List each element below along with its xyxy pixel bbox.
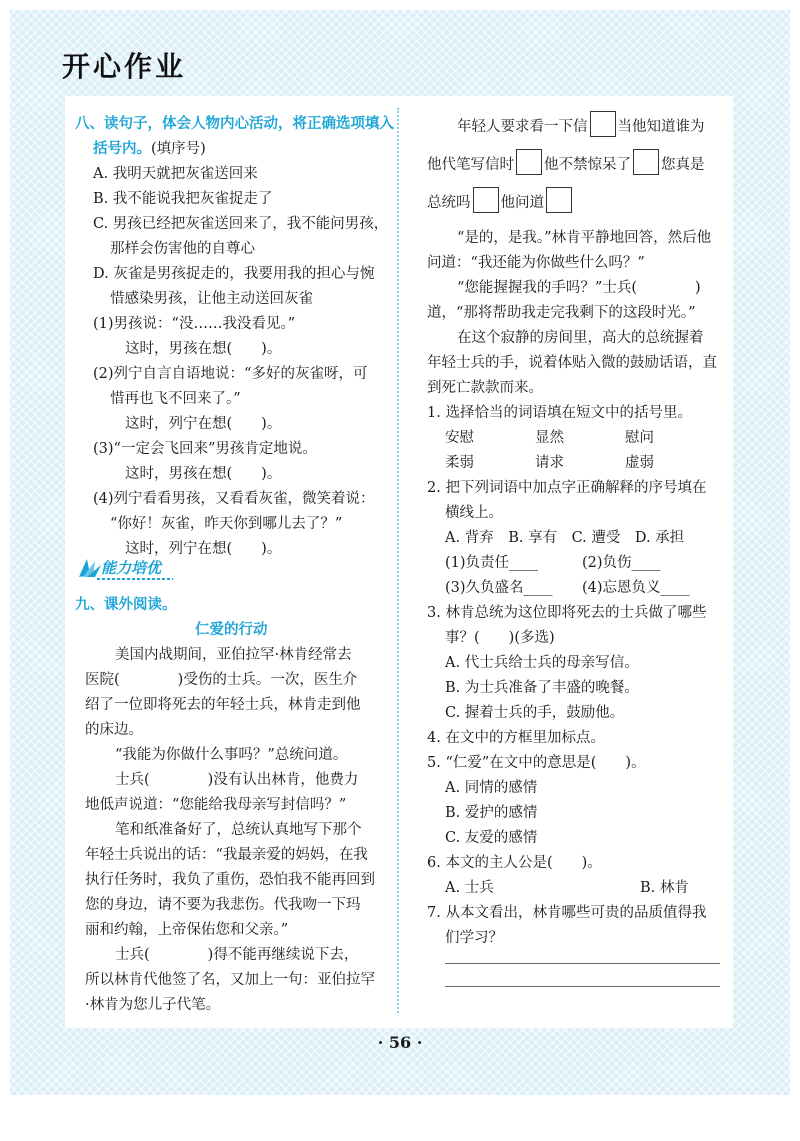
- q8-3-answer[interactable]: 这时，男孩在想( )。: [125, 466, 282, 482]
- q8-3-line1: (3)“一定会飞回来”男孩肯定地说。: [93, 441, 317, 457]
- answer-line[interactable]: [445, 963, 720, 964]
- question-5[interactable]: 5. “仁爱”在文中的意思是( )。: [427, 755, 646, 771]
- question-6-option: B. 林肯: [640, 880, 689, 896]
- page-number: · 56 ·: [377, 1033, 423, 1052]
- story-line: 士兵( )没有认出林肯，他费力: [115, 772, 359, 788]
- story-line: 医院( )受伤的士兵。一次，医生介: [85, 672, 358, 688]
- story-line: 到死亡款款而来。: [427, 380, 543, 396]
- q8-1-line1: (1)男孩说：“没……我没看见。”: [93, 316, 296, 332]
- option-c-line2: 那样会伤害他的自尊心: [110, 241, 255, 257]
- story-text: 他代笔写信时: [427, 157, 514, 173]
- story-line: 您的身边，请不要为我悲伤。代我吻一下玛: [85, 897, 361, 913]
- question-2-item[interactable]: (4)忘恩负义____: [582, 580, 690, 596]
- section8-heading-line2: [93, 137, 206, 158]
- story-line: 美国内战期间，亚伯拉罕·林肯经常去: [115, 647, 352, 663]
- story-line: 士兵( )得不能再继续说下去，: [115, 947, 359, 963]
- question-5-option: C. 友爱的感情: [445, 830, 538, 846]
- story-line: 年轻士兵说出的话：“我最亲爱的妈妈，在我: [85, 847, 368, 863]
- question-2-item[interactable]: (1)负责任____: [445, 555, 539, 571]
- question-2-options: A. 背弃 B. 享有 C. 遭受 D. 承担: [445, 530, 685, 546]
- question-5-option: A. 同情的感情: [445, 780, 538, 796]
- punctuation-box[interactable]: [516, 149, 542, 175]
- story-line: 丽和约翰，上帝保佑您和父亲。”: [85, 922, 289, 938]
- question-7-line2: 们学习？: [445, 930, 503, 946]
- q8-4-line1: (4)列宁看看男孩，又看看灰雀，微笑着说：: [93, 491, 375, 507]
- ability-banner: [75, 555, 175, 583]
- q8-2-line2: 惜再也飞不回来了。”: [110, 391, 241, 407]
- answer-line[interactable]: [445, 986, 720, 987]
- question-3-option: C. 握着士兵的手，鼓励他。: [445, 705, 625, 721]
- story-text: 年轻人要求看一下信: [457, 119, 588, 135]
- option-c-line1: C. 男孩已经把灰雀送回来了，我不能问男孩，: [93, 216, 389, 232]
- word-option: 请求: [535, 455, 564, 471]
- story-text: 他问道: [500, 195, 544, 211]
- story-right-line2: [427, 152, 705, 178]
- story-line: 的床边。: [85, 722, 143, 738]
- section8-heading-line1: 八、读句子，体会人物内心活动，将正确选项填入: [75, 116, 394, 132]
- story-line: 道，“那将帮助我走完我剩下的这段时光。”: [427, 305, 696, 321]
- story-line: 所以林肯代他签了名，又加上一句：亚伯拉罕: [85, 972, 375, 988]
- section8-heading-tail: 括号内。: [93, 141, 151, 157]
- header-title: 开心作业: [62, 50, 187, 83]
- story-line: “我能为你做什么事吗？”总统问道。: [115, 747, 348, 763]
- question-4: 4. 在文中的方框里加标点。: [427, 730, 605, 746]
- question-2-item[interactable]: (2)负伤____: [582, 555, 661, 571]
- word-option: 柔弱: [445, 455, 474, 471]
- story-line: 在这个寂静的房间里，高大的总统握着: [457, 330, 704, 346]
- punctuation-box[interactable]: [546, 187, 572, 213]
- question-2-line2: 横线上。: [445, 505, 503, 521]
- story-line: 地低声说道：“您能给我母亲写封信吗？”: [85, 797, 347, 813]
- option-b: B. 我不能说我把灰雀捉走了: [93, 191, 273, 207]
- story-line: ·林肯为您儿子代笔。: [85, 997, 221, 1013]
- q8-4-line2: “你好！灰雀，昨天你到哪儿去了？”: [110, 516, 343, 532]
- story-line: 问道：“我还能为你做些什么吗？”: [427, 255, 645, 271]
- story-right-line3: [427, 190, 574, 216]
- question-3-line2[interactable]: 事？( )(多选): [445, 630, 555, 646]
- question-1: 1. 选择恰当的词语填在短文中的括号里。: [427, 405, 692, 421]
- q8-4-answer[interactable]: 这时，列宁在想( )。: [125, 541, 282, 557]
- word-option: 显然: [535, 430, 564, 446]
- question-6-option: A. 士兵: [445, 880, 494, 896]
- question-3-line1: 3. 林肯总统为这位即将死去的士兵做了哪些: [427, 605, 707, 621]
- story-text: 总统吗: [427, 195, 471, 211]
- q8-1-answer[interactable]: 这时，男孩在想( )。: [125, 341, 282, 357]
- story-line: 绍了一位即将死去的年轻士兵，林肯走到他: [85, 697, 361, 713]
- section9-heading: 九、课外阅读。: [75, 597, 177, 613]
- story-text: 他不禁惊呆了: [544, 157, 631, 173]
- option-a: A. 我明天就把灰雀送回来: [93, 166, 258, 182]
- story-title: 仁爱的行动: [195, 622, 268, 638]
- question-3-option: A. 代士兵给士兵的母亲写信。: [445, 655, 639, 671]
- story-text: 您真是: [661, 157, 705, 173]
- option-d-line1: D. 灰雀是男孩捉走的，我要用我的担心与惋: [93, 266, 375, 282]
- story-line: 执行任务时，我负了重伤，恐怕我不能再回到: [85, 872, 375, 888]
- story-line: 年轻士兵的手，说着体贴入微的鼓励话语，直: [427, 355, 717, 371]
- q8-2-line1: (2)列宁自言自语地说：“多好的灰雀呀，可: [93, 366, 368, 382]
- word-option: 安慰: [445, 430, 474, 446]
- story-right-line1: [457, 114, 705, 140]
- story-text: 当他知道谁为: [617, 119, 705, 135]
- story-line: 笔和纸准备好了，总统认真地写下那个: [115, 822, 362, 838]
- option-d-line2: 惜感染男孩，让他主动送回灰雀: [110, 291, 313, 307]
- question-7-line1: 7. 从本文看出，林肯哪些可贵的品质值得我: [427, 905, 707, 921]
- question-5-option: B. 爱护的感情: [445, 805, 538, 821]
- word-option: 慰问: [625, 430, 654, 446]
- story-line: “您能握握我的手吗？”士兵( ): [457, 280, 701, 296]
- word-option: 虚弱: [625, 455, 654, 471]
- punctuation-box[interactable]: [590, 111, 616, 137]
- question-3-option: B. 为士兵准备了丰盛的晚餐。: [445, 680, 639, 696]
- punctuation-box[interactable]: [633, 149, 659, 175]
- q8-2-answer[interactable]: 这时，列宁在想( )。: [125, 416, 282, 432]
- question-2-line1: 2. 把下列词语中加点字正确解释的序号填在: [427, 480, 707, 496]
- story-line: “是的，是我。”林肯平静地回答，然后他: [457, 230, 712, 246]
- punctuation-box[interactable]: [473, 187, 499, 213]
- column-divider: [397, 108, 399, 1013]
- question-6[interactable]: 6. 本文的主人公是( )。: [427, 855, 602, 871]
- question-2-item[interactable]: (3)久负盛名____: [445, 580, 553, 596]
- banner-label: 能力培优: [101, 559, 162, 577]
- section8-heading-note: (填序号): [151, 141, 206, 157]
